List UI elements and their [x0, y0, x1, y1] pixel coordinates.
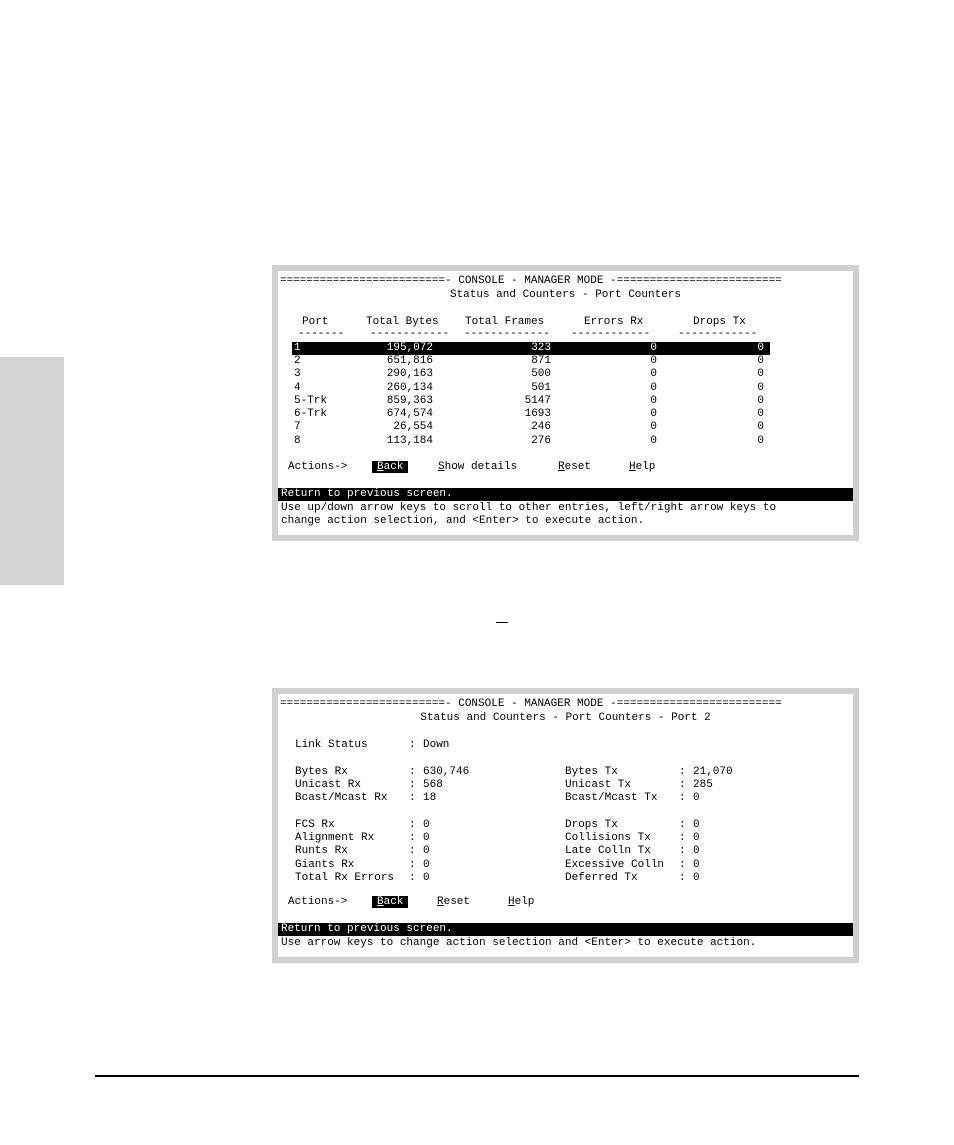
cell-port: 7	[294, 421, 301, 433]
stat-label: Bytes Tx	[565, 766, 618, 778]
cell-drops-tx: 0	[757, 408, 764, 420]
back-action-button[interactable]: Back	[372, 461, 408, 474]
show-details-action-button[interactable]: Show details	[438, 461, 518, 473]
stat-label: Total Rx Errors	[295, 872, 395, 884]
stat-label: Runts Rx	[295, 845, 348, 857]
stat-label: Drops Tx	[565, 819, 618, 831]
stat-label: Unicast Rx	[295, 779, 362, 791]
help-line: Use up/down arrow keys to scroll to other entries, left/right arrow keys to	[281, 502, 777, 514]
colon: :	[409, 832, 416, 844]
page-footer-rule	[95, 1075, 859, 1077]
reset-action-button[interactable]: Reset	[558, 461, 592, 473]
port-detail-console-window	[272, 688, 859, 963]
stat-label: Collisions Tx	[565, 832, 651, 844]
stat-label: Alignment Rx	[295, 832, 375, 844]
cell-drops-tx: 0	[757, 342, 764, 354]
back-action-button[interactable]: Back	[372, 896, 408, 909]
status-bar: Return to previous screen.	[278, 923, 853, 936]
status-bar: Return to previous screen.	[278, 488, 853, 501]
stat-value: 0	[693, 859, 700, 871]
cell-total-frames: 276	[531, 435, 551, 447]
cell-total-frames: 500	[531, 368, 551, 380]
cell-errors-rx: 0	[650, 355, 657, 367]
help-line: Use arrow keys to change action selection and <Enter> to execute action.	[281, 937, 757, 949]
help-line: change action selection, and <Enter> to execute action.	[281, 515, 645, 527]
cell-total-bytes: 195,072	[386, 342, 433, 354]
cell-total-frames: 871	[531, 355, 551, 367]
col-underline: ------------	[571, 328, 651, 340]
stat-value: 568	[423, 779, 443, 791]
cell-drops-tx: 0	[757, 435, 764, 447]
colon: :	[409, 779, 416, 791]
cell-errors-rx: 0	[650, 382, 657, 394]
cell-total-bytes: 26,554	[393, 421, 433, 433]
console-screen	[278, 694, 853, 957]
cell-errors-rx: 0	[650, 435, 657, 447]
cell-drops-tx: 0	[757, 355, 764, 367]
console-banner: =========================- CONSOLE - MANAGER MODE -=========================	[280, 698, 782, 710]
stat-value: 0	[423, 845, 430, 857]
cell-port: 1	[294, 342, 301, 354]
colon: :	[679, 766, 686, 778]
col-underline: ------------	[678, 328, 758, 340]
col-header-total-frames: Total Frames	[465, 316, 545, 328]
colon: :	[409, 819, 416, 831]
col-header-total-bytes: Total Bytes	[366, 316, 439, 328]
cell-total-frames: 5147	[524, 395, 551, 407]
stat-label: Bcast/Mcast Rx	[295, 792, 388, 804]
chapter-side-tab	[0, 357, 64, 585]
cell-drops-tx: 0	[757, 382, 764, 394]
cell-port: 2	[294, 355, 301, 367]
colon: :	[679, 779, 686, 791]
stat-value: 0	[423, 819, 430, 831]
help-action-button[interactable]: Help	[629, 461, 656, 473]
cell-drops-tx: 0	[757, 421, 764, 433]
cell-total-frames: 246	[531, 421, 551, 433]
cell-total-frames: 501	[531, 382, 551, 394]
colon: :	[679, 832, 686, 844]
colon: :	[679, 872, 686, 884]
colon: :	[409, 739, 416, 751]
stat-value: 0	[423, 832, 430, 844]
stat-label: Bytes Rx	[295, 766, 348, 778]
stat-value: 0	[693, 819, 700, 831]
cell-port: 5-Trk	[294, 395, 328, 407]
colon: :	[679, 819, 686, 831]
cell-errors-rx: 0	[650, 421, 657, 433]
cell-total-bytes: 113,184	[386, 435, 433, 447]
stat-label: Bcast/Mcast Tx	[565, 792, 658, 804]
colon: :	[679, 859, 686, 871]
colon: :	[679, 792, 686, 804]
cell-port: 4	[294, 382, 301, 394]
cell-total-frames: 323	[531, 342, 551, 354]
cell-total-bytes: 651,816	[386, 355, 433, 367]
stat-value: 0	[693, 832, 700, 844]
cell-total-bytes: 260,134	[386, 382, 433, 394]
text-cursor	[496, 622, 508, 623]
stat-value: 285	[693, 779, 713, 791]
cell-errors-rx: 0	[650, 342, 657, 354]
port-counters-console-window	[272, 265, 859, 541]
colon: :	[409, 872, 416, 884]
col-header-port: Port	[302, 316, 329, 328]
colon: :	[409, 845, 416, 857]
screen-title: Status and Counters - Port Counters	[449, 289, 682, 301]
col-header-drops-tx: Drops Tx	[693, 316, 746, 328]
screen-title: Status and Counters - Port Counters - Port 2	[420, 712, 711, 724]
cell-port: 3	[294, 368, 301, 380]
colon: :	[409, 766, 416, 778]
console-screen	[278, 271, 853, 535]
colon: :	[409, 792, 416, 804]
stat-value: 0	[423, 859, 430, 871]
reset-action-button[interactable]: Reset	[437, 896, 471, 908]
stat-value: 0	[423, 872, 430, 884]
stat-label: Unicast Tx	[565, 779, 632, 791]
colon: :	[679, 845, 686, 857]
cell-errors-rx: 0	[650, 368, 657, 380]
stat-value: 0	[693, 792, 700, 804]
cell-errors-rx: 0	[650, 408, 657, 420]
stat-label: Late Colln Tx	[565, 845, 651, 857]
cell-drops-tx: 0	[757, 395, 764, 407]
cell-total-bytes: 674,574	[386, 408, 433, 420]
stat-value: 21,070	[693, 766, 733, 778]
stat-value: 0	[693, 845, 700, 857]
actions-label: Actions->	[288, 896, 348, 908]
cell-total-bytes: 290,163	[386, 368, 433, 380]
console-banner: =========================- CONSOLE - MANAGER MODE -=========================	[280, 275, 782, 287]
stat-label: FCS Rx	[295, 819, 335, 831]
cell-total-bytes: 859,363	[386, 395, 433, 407]
stat-label: Excessive Colln	[565, 859, 665, 871]
col-underline: -------	[298, 328, 345, 340]
help-action-button[interactable]: Help	[508, 896, 535, 908]
cell-drops-tx: 0	[757, 368, 764, 380]
stat-value: 18	[423, 792, 437, 804]
colon: :	[409, 859, 416, 871]
stat-value: 0	[693, 872, 700, 884]
stat-label: Giants Rx	[295, 859, 355, 871]
stat-value: 630,746	[423, 766, 470, 778]
cell-total-frames: 1693	[524, 408, 551, 420]
cell-port: 8	[294, 435, 301, 447]
cell-errors-rx: 0	[650, 395, 657, 407]
link-status-value: Down	[423, 739, 450, 751]
col-header-errors-rx: Errors Rx	[584, 316, 644, 328]
col-underline: ------------	[370, 328, 450, 340]
actions-label: Actions->	[288, 461, 348, 473]
cell-port: 6-Trk	[294, 408, 328, 420]
col-underline: -------------	[464, 328, 550, 340]
stat-label: Deferred Tx	[565, 872, 638, 884]
link-status-label: Link Status	[295, 739, 368, 751]
